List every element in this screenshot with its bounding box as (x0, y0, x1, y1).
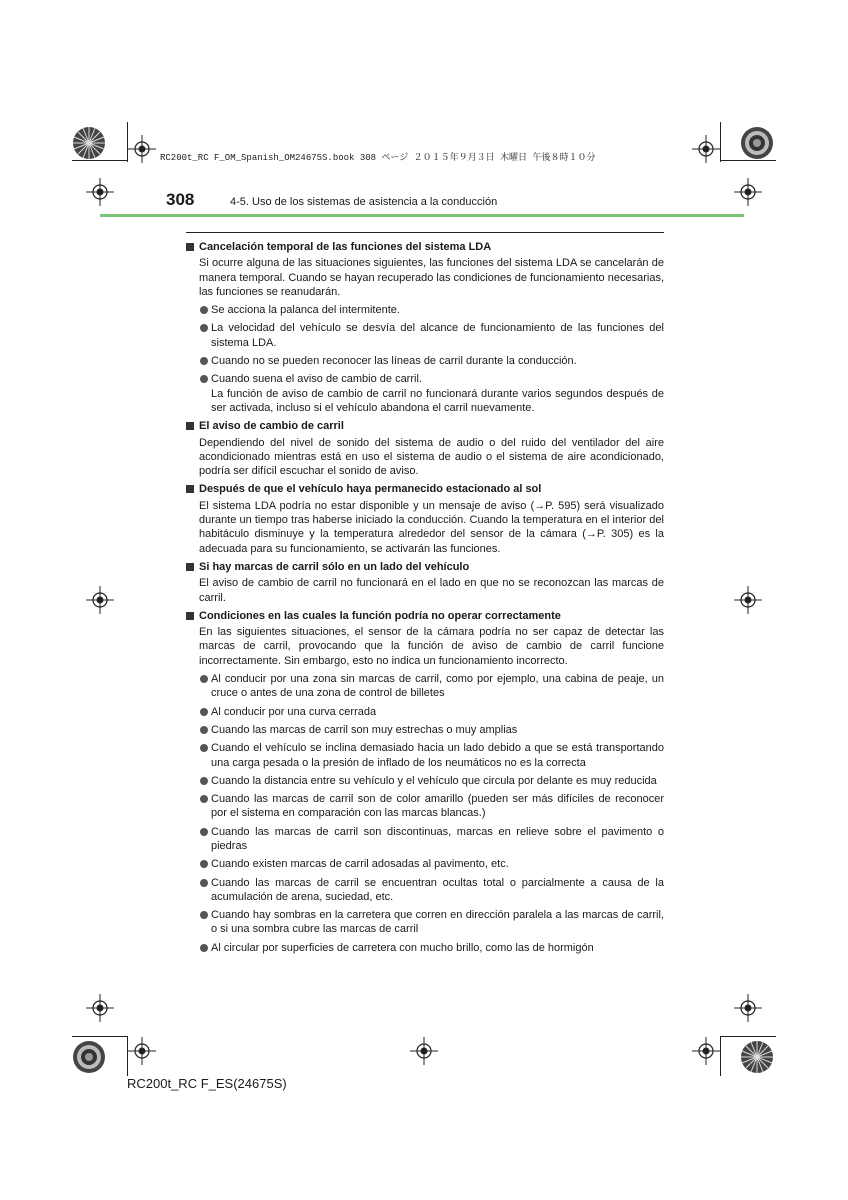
crop-mark (720, 160, 776, 161)
registration-mark-icon (86, 586, 114, 614)
color-rosette-icon (72, 126, 106, 160)
crop-mark (72, 160, 128, 161)
crop-mark (720, 122, 721, 162)
list-item: Al conducir por una zona sin marcas de carril, como por ejemplo, una cabina de peaje, un cruce o antes de una zona de control de billetes (199, 672, 664, 701)
header-rule (100, 214, 744, 217)
registration-mark-icon (86, 994, 114, 1022)
bullet-list (199, 303, 664, 415)
color-rosette-icon (72, 1040, 106, 1074)
list-item: Cuando las marcas de carril son muy estrechas o muy amplias (199, 723, 664, 737)
crop-mark (720, 1036, 721, 1076)
list-item: Al conducir por una curva cerrada (199, 705, 664, 719)
color-rosette-icon (740, 126, 774, 160)
list-item: Cuando la distancia entre su vehículo y el vehículo que circula por delante es muy reducida (199, 774, 664, 788)
page-content (186, 238, 664, 959)
list-item-note: La función de aviso de cambio de carril no funcionará durante varios segundos después de ser activada, incluso si el vehículo abandona el carril nuevamente. (211, 387, 664, 414)
list-item: Cuando las marcas de carril son de color amarillo (pueden ser más difíciles de reconocer por el sistema en comparación con las marcas blancas.) (199, 792, 664, 821)
crop-mark (720, 1036, 776, 1037)
section-paragraph: El sistema LDA podría no estar disponible y un mensaje de aviso (→P. 595) será visualizado durante un tiempo tras haberse iniciado la conducción. Cuando la temperatura en el interior del habitáculo disminuye y la temperatura alrededor del sensor de la cámara (→P. 305) es la adecuada para su funcionamiento, se activarán las funciones. (199, 499, 664, 555)
content-top-rule (186, 232, 664, 233)
section-paragraph: Si ocurre alguna de las situaciones siguientes, las funciones del sistema LDA se cancelarán de manera temporal. Cuando se hayan recuperado las condiciones de funcionamiento necesarias, las funciones se reanudarán. (199, 257, 664, 298)
list-item: Cuando las marcas de carril son discontinuas, marcas en relieve sobre el pavimento o piedras (199, 825, 664, 854)
registration-mark-icon (734, 586, 762, 614)
registration-mark-icon (410, 1037, 438, 1065)
section-heading: Después de que el vehículo haya permanecido estacionado al sol (186, 482, 664, 496)
list-item: Cuando el vehículo se inclina demasiado hacia un lado debido a que se está transportando una carga pesada o la presión de inflado de los neumáticos no es la correcta (199, 741, 664, 770)
crop-mark (72, 1036, 128, 1037)
section-paragraph: El aviso de cambio de carril no funcionará en el lado en que no se reconozcan las marcas de carril. (199, 577, 664, 604)
section-heading: Condiciones en las cuales la función podría no operar correctamente (186, 609, 664, 623)
list-item: Se acciona la palanca del intermitente. (199, 303, 664, 317)
list-item: La velocidad del vehículo se desvía del alcance de funcionamiento de las funciones del sistema LDA. (199, 321, 664, 350)
list-item: Cuando no se pueden reconocer las líneas de carril durante la conducción. (199, 354, 664, 368)
registration-mark-icon (734, 178, 762, 206)
list-item-text: Cuando suena el aviso de cambio de carril. (211, 373, 422, 386)
registration-mark-icon (128, 1037, 156, 1065)
registration-mark-icon (692, 135, 720, 163)
registration-mark-icon (734, 994, 762, 1022)
list-item: Cuando las marcas de carril se encuentran ocultas total o parcialmente a causa de la acumulación de arena, suciedad, etc. (199, 876, 664, 905)
list-item: Cuando existen marcas de carril adosadas al pavimento, etc. (199, 857, 664, 871)
registration-mark-icon (86, 178, 114, 206)
registration-mark-icon (692, 1037, 720, 1065)
page-number: 308 (166, 190, 195, 209)
list-item: Cuando hay sombras en la carretera que corren en dirección paralela a las marcas de carril, o si una sombra cubre las marcas de carril (199, 908, 664, 937)
section-paragraph: Dependiendo del nivel de sonido del sistema de audio o del ruido del ventilador del aire acondicionado mientras está en uso el sistema de audio o el sistema de aire acondicionado, podría ser difícil escuchar el sonido de aviso. (199, 436, 664, 478)
section-heading: Cancelación temporal de las funciones del sistema LDA (186, 240, 664, 254)
section-heading: El aviso de cambio de carril (186, 419, 664, 433)
bullet-list (199, 672, 664, 955)
section-paragraph: En las siguientes situaciones, el sensor de la cámara podría no ser capaz de detectar las marcas de carril, provocando que la función de aviso de cambio de carril funcione incorrectamente. Sin embargo, esto no indica un funcionamiento incorrecto. (199, 626, 664, 667)
footer-code: RC200t_RC F_ES(24675S) (127, 1076, 287, 1091)
section-title: 4-5. Uso de los sistemas de asistencia a la conducción (230, 196, 498, 208)
section-heading: Si hay marcas de carril sólo en un lado del vehículo (186, 560, 664, 574)
registration-mark-icon (128, 135, 156, 163)
list-item (199, 372, 664, 415)
print-header: RC200t_RC F_OM_Spanish_OM24675S.book 308 ページ ２０１５年９月３日 木曜日 午後８時１０分 (160, 153, 596, 163)
color-rosette-icon (740, 1040, 774, 1074)
list-item: Al circular por superficies de carretera con mucho brillo, como las de hormigón (199, 941, 664, 955)
